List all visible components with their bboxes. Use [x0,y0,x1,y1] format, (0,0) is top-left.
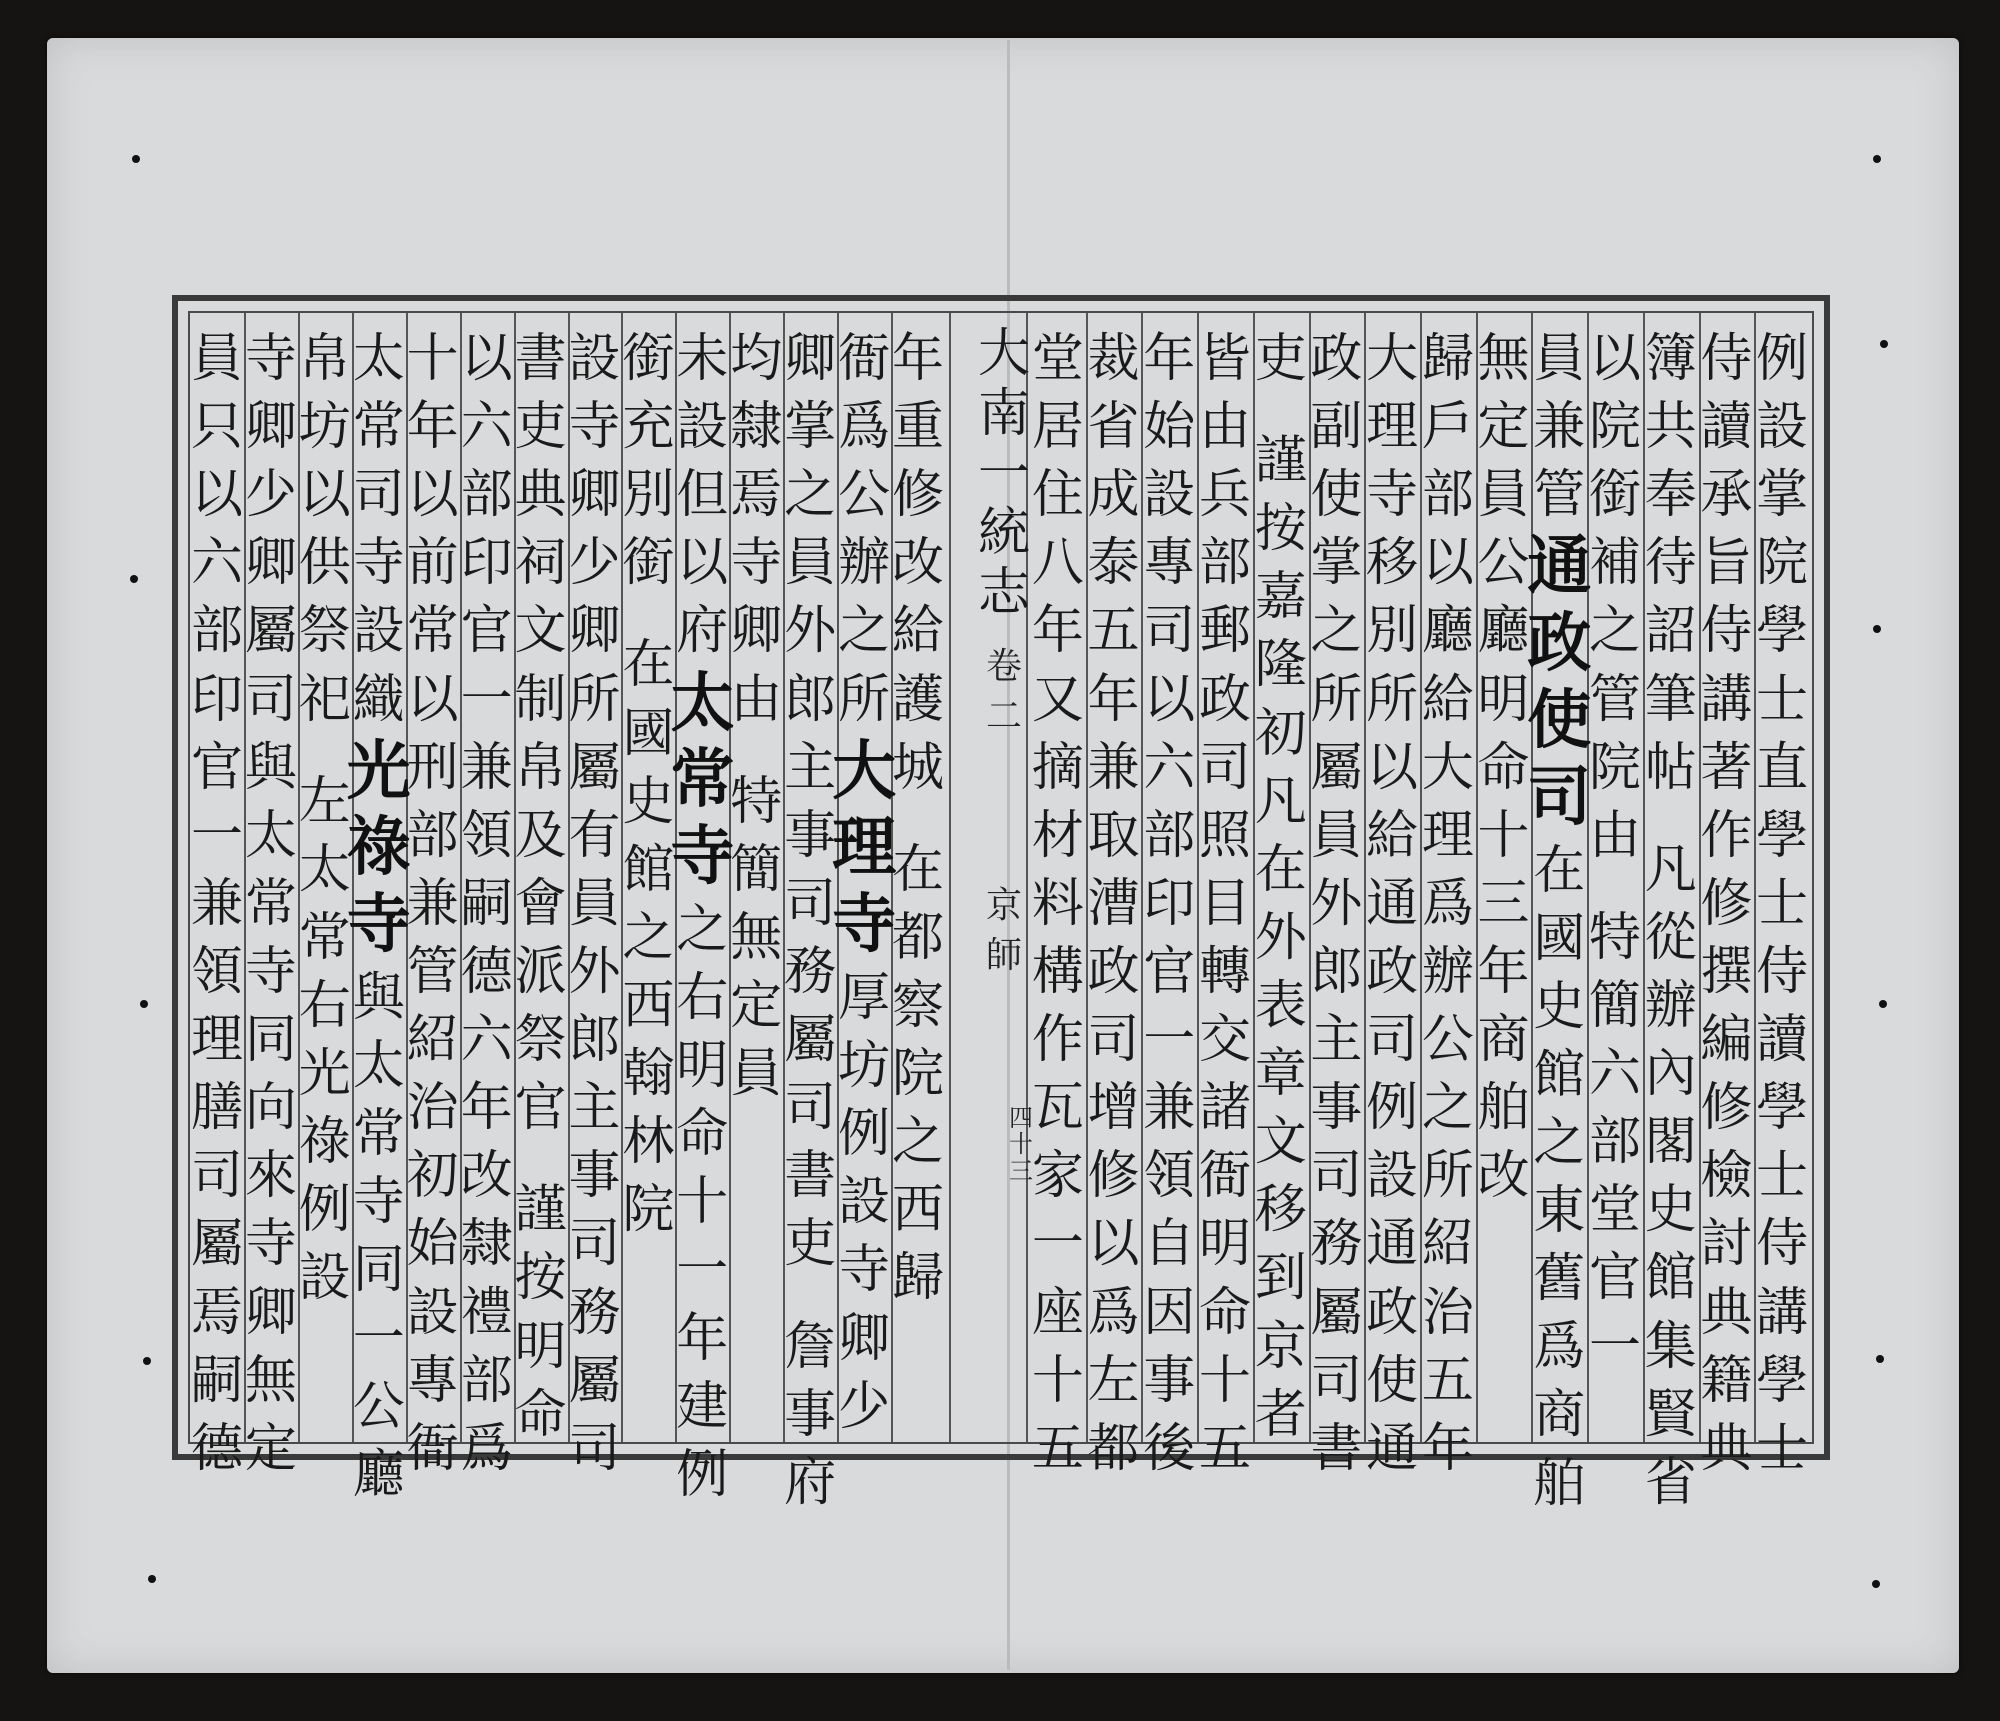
binding-hole [1876,1355,1884,1363]
binding-hole [130,575,138,583]
column-text: 詹事府 [784,1316,837,1513]
column-text: 堂居住八年又摘材料構作瓦家一座十五 [1031,329,1084,1479]
binding-hole [132,155,140,163]
column-text: 歸戶部以廳給大理爲辦公之所紹治五年 [1421,329,1474,1479]
binding-hole [140,1000,148,1008]
binding-hole [143,1357,151,1365]
column-text: 厚坊例設寺卿少 [838,968,891,1437]
column-text: 特簡無定員 [730,771,783,1105]
column-text: 皆由兵部郵政司照目轉交諸衙明命十五 [1198,329,1251,1479]
column-text: 謹按嘉隆初凡在外表章文移到京者 [1254,431,1307,1445]
column-text: 政副使掌之所屬員外郎主事司務屬司書 [1310,329,1363,1479]
column-text: 年始設專司以六部印官一兼領自因事後 [1143,329,1196,1479]
column-text: 未設但以府 [676,329,729,662]
column-text: 大理寺移別所以給通政司例設通政使通 [1366,329,1419,1479]
column-text: 左太常右光祿例設 [298,771,351,1309]
column-text: 簿共奉待詔筆帖 [1644,329,1697,798]
binding-hole [1873,625,1881,633]
volume-label: 卷二 [985,645,1022,737]
text-column [175,325,259,1479]
column-text: 之右明命十一年建例 [676,899,729,1505]
column-text: 銜充別銜 [622,329,675,594]
binding-hole [1872,1580,1880,1588]
page-number: 四十三 [1009,1104,1033,1185]
binding-hole [1879,1000,1887,1008]
column-text: 太常司寺設織 [352,329,405,730]
section-label: 京師 [985,885,1022,976]
column-text: 特簡六部堂官一 [1588,907,1641,1377]
column-text: 衙爲公辦之所 [838,329,891,730]
column-text: 以六部印官一兼領嗣德六年改隸禮部爲 [460,329,513,1479]
column-text: 凡從辦內閣史館集賢省 [1644,839,1697,1513]
column-text: 書吏典祠文制帛及會派祭官 [514,329,567,1139]
column-text: 在國史館之西翰林院 [622,635,675,1241]
column-text: 謹按明命 [514,1180,567,1445]
column-text: 裁省成泰五年兼取漕政司增修以爲左都 [1087,329,1140,1479]
column-text: 與太常寺同一公廳 [352,968,405,1505]
column-text: 侍讀承旨侍講著作修撰編修檢討典籍典 [1700,329,1753,1479]
column-text: 員兼管 [1533,329,1586,526]
book-title: 大南一統志 [977,324,1030,624]
column-text: 寺卿少卿屬司與太常寺同向來寺卿無定 [244,329,297,1479]
column-text: 吏 [1254,329,1307,389]
column-text: 帛坊以供祭祀 [298,329,351,730]
binding-hole [148,1575,156,1583]
office-heading: 大理寺 [832,733,897,963]
column-text: 十年以前常以刑部兼管紹治初始設專衙 [406,329,459,1479]
office-heading: 太常寺 [670,665,735,895]
binding-hole [1873,155,1881,163]
column-text: 無定員公廳明命十三年商舶改 [1477,329,1530,1207]
column-text: 卿掌之員外郎主事司務屬司書吏 [784,329,837,1275]
column-text: 以院銜補之管院由 [1588,329,1641,866]
column-text: 均隸焉寺卿由 [730,329,783,730]
column-text: 設寺卿少卿所屬有員外郎主事司務屬司 [568,329,621,1479]
center-margin [958,325,1050,1437]
column-text: 例設掌院學士直學士侍讀學士侍講學士 [1756,329,1809,1479]
office-heading: 光祿寺 [346,733,411,963]
binding-hole [1880,340,1888,348]
column-text: 在國史館之東舊爲商舶 [1533,840,1586,1514]
column-text: 年重修改給護城 [892,329,945,798]
column-text: 在都察院之西歸 [892,839,945,1309]
office-heading: 通政使司 [1527,529,1592,835]
column-text: 員只以六部印官一兼領理膳司屬焉嗣德 [190,329,243,1479]
